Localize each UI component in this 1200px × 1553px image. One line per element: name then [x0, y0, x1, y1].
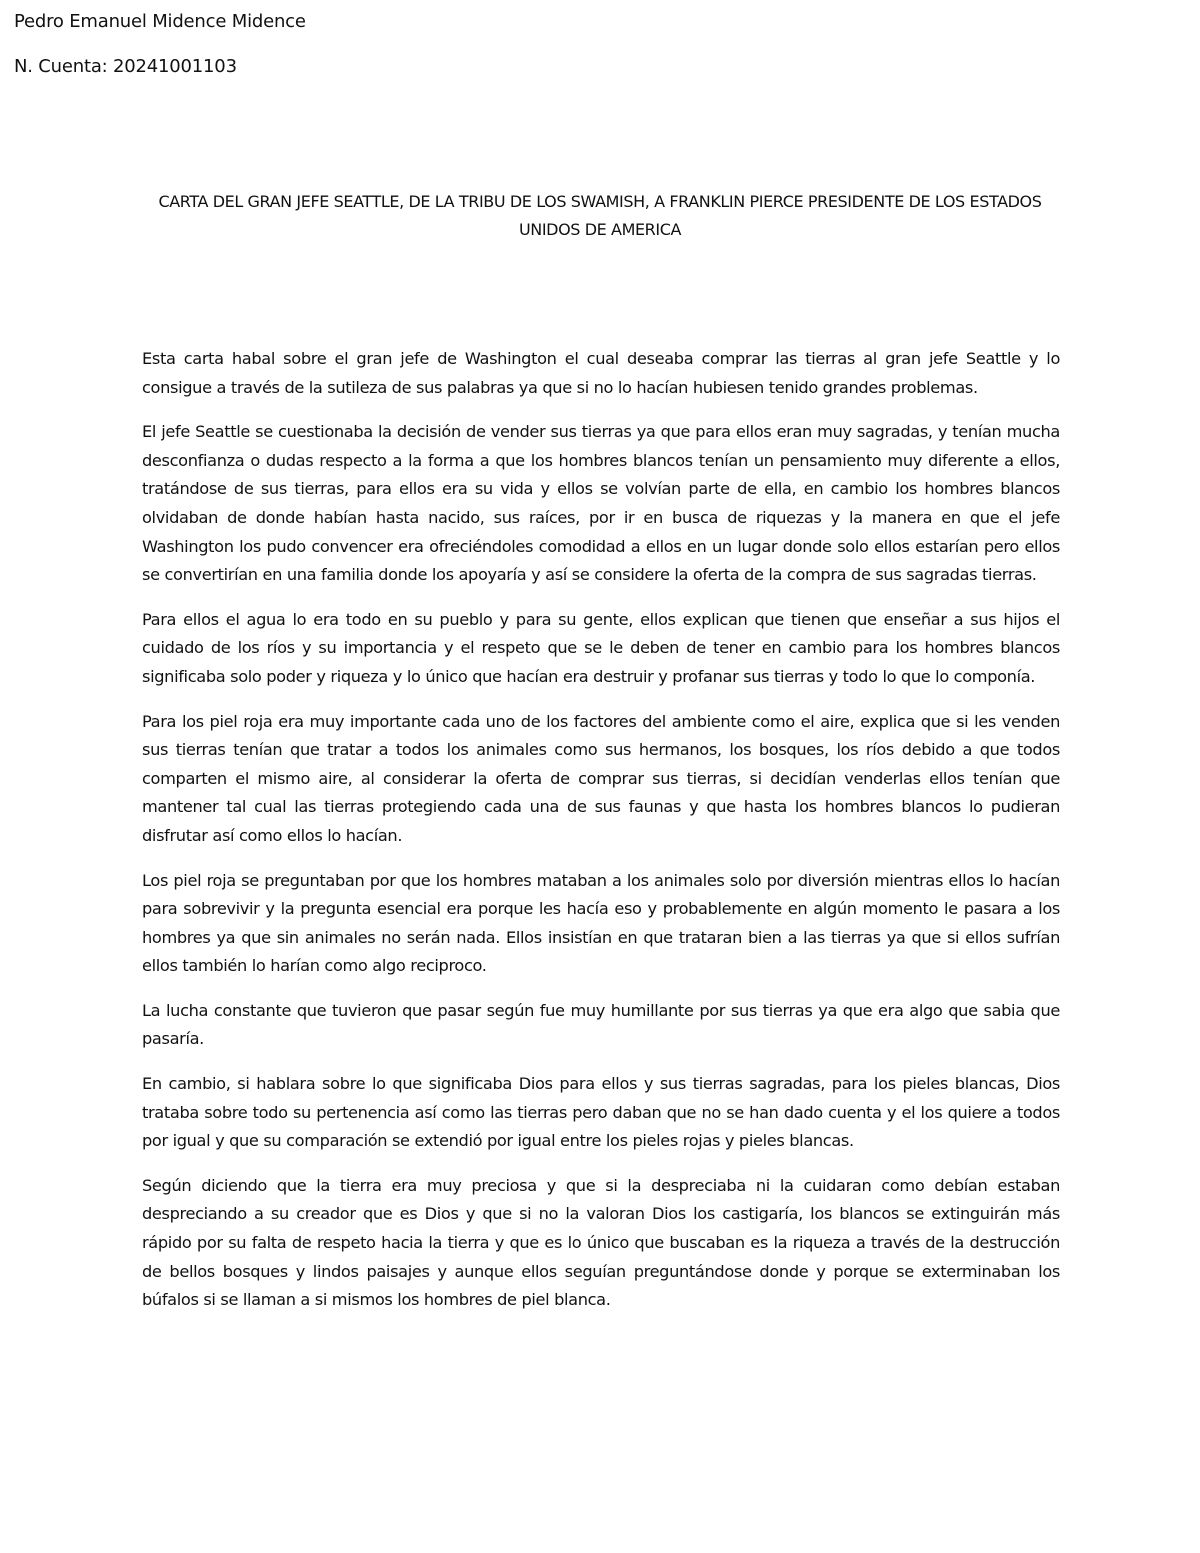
paragraph: En cambio, si hablara sobre lo que significaba Dios para ellos y sus tierras sagradas, para los pieles blancas, Dios trataba sobre todo su pertenencia así como las tierras pero daban que no se han dado cuenta y el los quiere a todos por igual y que su comparación se extendió por igual entre los pieles rojas y pieles blancas.: [142, 1074, 1060, 1151]
paragraph: Para ellos el agua lo era todo en su pueblo y para su gente, ellos explican que tienen que enseñar a sus hijos el cuidado de los ríos y su importancia y el respeto que se le deben de tener en cambio para los hombres blancos significaba solo poder y riqueza y lo único que hacían era destruir y profanar sus tierras y todo lo que lo componía.: [142, 609, 1060, 686]
paragraph: Esta carta habal sobre el gran jefe de Washington el cual deseaba comprar las tierras al gran jefe Seattle y lo consigue a través de la sutileza de sus palabras ya que si no lo hacían hubiesen tenido grandes problemas.: [142, 349, 1060, 397]
account-number: N. Cuenta: 20241001103: [14, 56, 237, 77]
paragraph: Según diciendo que la tierra era muy preciosa y que si la despreciaba ni la cuidaran como debían estaban despreciando a su creador que es Dios y que si no la valoran Dios los castigaría, los blancos se extinguirán más rápido por su falta de respeto hacia la tierra y que es lo único que buscaban es la riqueza a través de la destrucción de bellos bosques y lindos paisajes y aunque ellos seguían preguntándose donde y porque se exterminaban los búfalos si se llaman a si mismos los hombres de piel blanca.: [142, 1175, 1060, 1310]
paragraph: Los piel roja se preguntaban por que los hombres mataban a los animales solo por diversión mientras ellos lo hacían para sobrevivir y la pregunta esencial era porque les hacía eso y probablemente en algún momento le pasara a los hombres ya que sin animales no serán nada. Ellos insistían en que trataran bien a las tierras ya que si ellos sufrían ellos también lo harían como algo reciproco.: [142, 870, 1060, 976]
paragraph: La lucha constante que tuvieron que pasar según fue muy humillante por sus tierras ya que era algo que sabia que pasaría.: [142, 1000, 1060, 1049]
document-title: CARTA DEL GRAN JEFE SEATTLE, DE LA TRIBU DE LOS SWAMISH, A FRANKLIN PIERCE PRESIDENTE DE LOS ESTADOS UNIDOS DE AMERICA: [158, 192, 1042, 239]
paragraph: El jefe Seattle se cuestionaba la decisión de vender sus tierras ya que para ellos eran muy sagradas, y tenían mucha desconfianza o dudas respecto a la forma a que los hombres blancos tenían un pensamiento muy diferente a ellos, tratándose de sus tierras, para ellos era su vida y ellos se volvían parte de ella, en cambio los hombres blancos olvidaban de donde habían hasta nacido, sus raíces, por ir en busca de riquezas y la manera en que el jefe Washington los pudo convencer era ofreciéndoles comodidad a ellos en un lugar donde solo ellos estarían pero ellos se convertirían en una familia donde los apoyaría y así se considere la oferta de la compra de sus sagradas tierras.: [142, 422, 1060, 585]
document-body: [142, 345, 1060, 1331]
author-name: Pedro Emanuel Midence Midence: [14, 11, 306, 32]
paragraph: Para los piel roja era muy importante cada uno de los factores del ambiente como el aire, explica que si les venden sus tierras tenían que tratar a todos los animales como sus hermanos, los bosques, los ríos debido a que todos comparten el mismo aire, al considerar la oferta de comprar sus tierras, si decidían venderlas ellos tenían que mantener tal cual las tierras protegiendo cada una de sus faunas y que hasta los hombres blancos lo pudieran disfrutar así como ellos lo hacían.: [142, 711, 1060, 845]
